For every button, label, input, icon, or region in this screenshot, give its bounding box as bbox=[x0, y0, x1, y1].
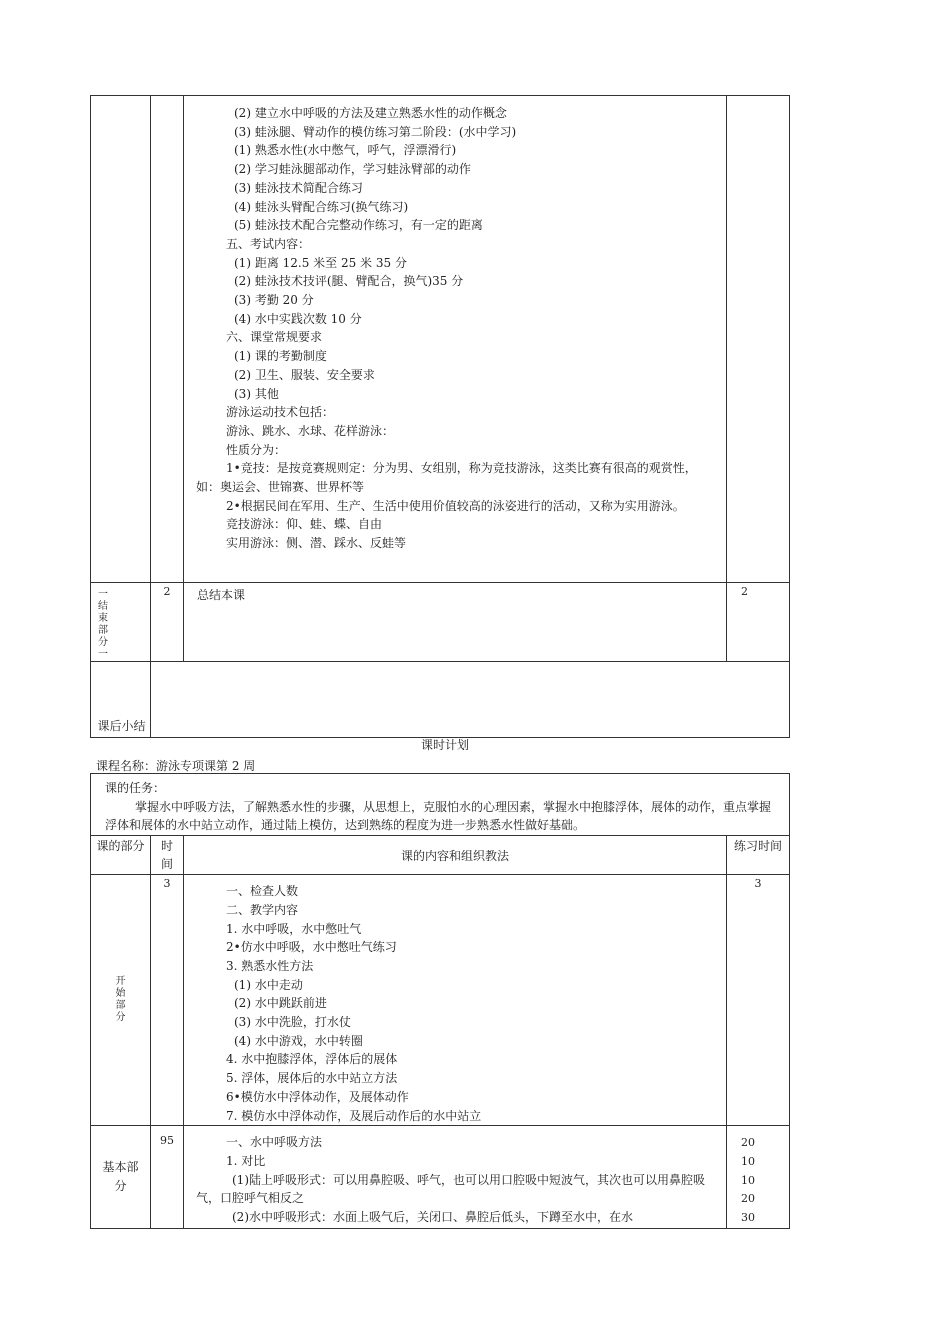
task-text: 掌握水中呼吸方法，了解熟悉水性的步骤，从思想上，克服怕水的心理因素，掌握水中抱膝浮体，展体的动作，重点掌握浮体和展体的水中站立动作，通过陆上模仿，达到熟练的程度为进一步熟悉水性做好基础。 bbox=[105, 799, 772, 833]
course-name: 课程名称：游泳专项课第 2 周 bbox=[96, 759, 256, 773]
nature-paragraph-2: 2•根据民间在军用、生产、生活中使用价值较高的泳姿进行的活动，又称为实用游泳。 bbox=[226, 498, 685, 513]
basic-paragraph-1: (1)陆上呼吸形式：可以用鼻腔吸、呼气，也可以用口腔吸中短波气，其次也可以用鼻腔吸气，口腔呼气相反之 bbox=[196, 1172, 706, 1206]
time-cell-empty bbox=[151, 96, 184, 583]
competitive-swimming: 竞技游泳：仰、蛙、蝶、自由 bbox=[226, 517, 383, 532]
start-line: (2) 水中跳跃前进 bbox=[234, 996, 327, 1011]
header-time: 时间 bbox=[151, 836, 184, 875]
content-line: (4) 蛙泳头臂配合练习(换气练习) bbox=[234, 199, 409, 214]
practice-value: 20 bbox=[741, 1136, 755, 1150]
exam-item: (4) 水中实践次数 10 分 bbox=[234, 311, 362, 326]
practice-value: 10 bbox=[741, 1154, 755, 1168]
start-line: 2•仿水中呼吸，水中憋吐气练习 bbox=[226, 940, 397, 955]
start-content bbox=[184, 875, 727, 1126]
end-content: 总结本课 bbox=[184, 583, 727, 662]
tech-list: 游泳、跳水、水球、花样游泳： bbox=[226, 423, 395, 438]
start-line: (4) 水中游戏，水中转圈 bbox=[234, 1033, 363, 1048]
start-line: (1) 水中走动 bbox=[234, 977, 303, 992]
start-line: 二、教学内容 bbox=[226, 902, 299, 917]
start-line: 一、检查人数 bbox=[226, 884, 299, 899]
start-line: 6•模仿水中浮体动作，及展体动作 bbox=[226, 1089, 409, 1104]
lesson-table-continued bbox=[90, 95, 790, 738]
end-practice: 2 bbox=[727, 583, 790, 662]
rules-item: (1) 课的考勤制度 bbox=[234, 349, 327, 364]
practice-value: 10 bbox=[741, 1173, 755, 1187]
task-cell bbox=[91, 774, 790, 836]
summary-content bbox=[151, 662, 790, 738]
task-label: 课的任务： bbox=[105, 781, 166, 795]
basic-content bbox=[184, 1126, 727, 1229]
start-line: 5. 浮体，展体后的水中站立方法 bbox=[226, 1071, 398, 1086]
start-line: 4. 水中抱膝浮体，浮体后的展体 bbox=[226, 1052, 398, 1067]
swim-stages-list bbox=[196, 104, 714, 235]
start-part-label-cell bbox=[91, 875, 151, 1126]
start-practice: 3 bbox=[727, 875, 790, 1126]
practice-cell-empty bbox=[727, 96, 790, 583]
exam-item: (1) 距离 12.5 米至 25 米 35 分 bbox=[234, 255, 407, 270]
tech-title: 游泳运动技术包括： bbox=[226, 405, 335, 420]
practice-value: 30 bbox=[741, 1211, 755, 1225]
nature-paragraph-1: 1•竞技：是按竞赛规则定：分为男、女组别，称为竞技游泳，这类比赛有很高的观赏性，如：奥运会、世锦赛、世界杯等 bbox=[196, 461, 697, 495]
content-line: (2) 建立水中呼吸的方法及建立熟悉水性的动作概念 bbox=[234, 106, 507, 120]
summary-label: 课后小结 bbox=[97, 719, 146, 733]
start-time: 3 bbox=[151, 875, 184, 1126]
practice-value: 20 bbox=[741, 1192, 755, 1206]
end-time: 2 bbox=[151, 583, 184, 662]
basic-paragraph-2: (2)水中呼吸形式：水面上吸气后，关闭口、鼻腔后低头，下蹲至水中，在水 bbox=[232, 1210, 634, 1225]
rules-item: (2) 卫生、服装、安全要求 bbox=[234, 367, 375, 382]
content-line: (3) 蛙泳技术简配合练习 bbox=[234, 180, 363, 195]
lesson-plan-table bbox=[90, 773, 790, 1229]
rules-item: (3) 其他 bbox=[234, 386, 279, 401]
header-part: 课的部分 bbox=[91, 836, 151, 875]
start-line: (3) 水中洗脸，打水仗 bbox=[234, 1015, 351, 1030]
exam-item: (3) 考勤 20 分 bbox=[234, 293, 314, 308]
content-cell-main bbox=[184, 96, 727, 583]
exam-title: 五、考试内容： bbox=[226, 236, 311, 251]
basic-part-label-cell bbox=[91, 1126, 151, 1229]
header-content: 课的内容和组织教法 bbox=[184, 836, 727, 875]
basic-subheading: 1. 对比 bbox=[226, 1153, 266, 1168]
content-line: (1) 熟悉水性(水中憋气，呼气，浮漂滑行) bbox=[234, 143, 457, 158]
part-cell-empty bbox=[91, 96, 151, 583]
rules-list bbox=[196, 347, 714, 403]
nature-title: 性质分为： bbox=[226, 442, 287, 457]
content-line: (5) 蛙泳技术配合完整动作练习，有一定的距离 bbox=[234, 218, 483, 233]
end-part-label-cell bbox=[91, 583, 151, 662]
content-line: (2) 学习蛙泳腿部动作，学习蛙泳臂部的动作 bbox=[234, 162, 471, 177]
exam-list bbox=[196, 254, 714, 329]
summary-label-cell bbox=[91, 662, 151, 738]
basic-practice bbox=[727, 1126, 790, 1229]
basic-part-label: 基本部分 bbox=[102, 1160, 139, 1193]
basic-time: 95 bbox=[151, 1126, 184, 1229]
header-practice: 练习时间 bbox=[727, 836, 790, 875]
basic-heading: 一、水中呼吸方法 bbox=[226, 1135, 323, 1150]
plan-title: 课时计划 bbox=[420, 738, 469, 752]
start-line: 1. 水中呼吸，水中憋吐气 bbox=[226, 921, 362, 936]
practical-swimming: 实用游泳：侧、潜、踩水、反蛙等 bbox=[226, 536, 407, 551]
content-line: (3) 蛙泳腿、臂动作的模仿练习第二阶段：(水中学习) bbox=[234, 124, 517, 139]
exam-item: (2) 蛙泳技术技评(腿、臂配合，换气)35 分 bbox=[234, 274, 464, 289]
start-line: 7. 模仿水中浮体动作，及展后动作后的水中站立 bbox=[226, 1108, 482, 1123]
end-part-label: 一结束部分一 bbox=[98, 589, 108, 660]
rules-title: 六、课堂常规要求 bbox=[226, 330, 323, 345]
start-part-label: 开始部分 bbox=[115, 976, 126, 1024]
start-line: 3. 熟悉水性方法 bbox=[226, 958, 314, 973]
